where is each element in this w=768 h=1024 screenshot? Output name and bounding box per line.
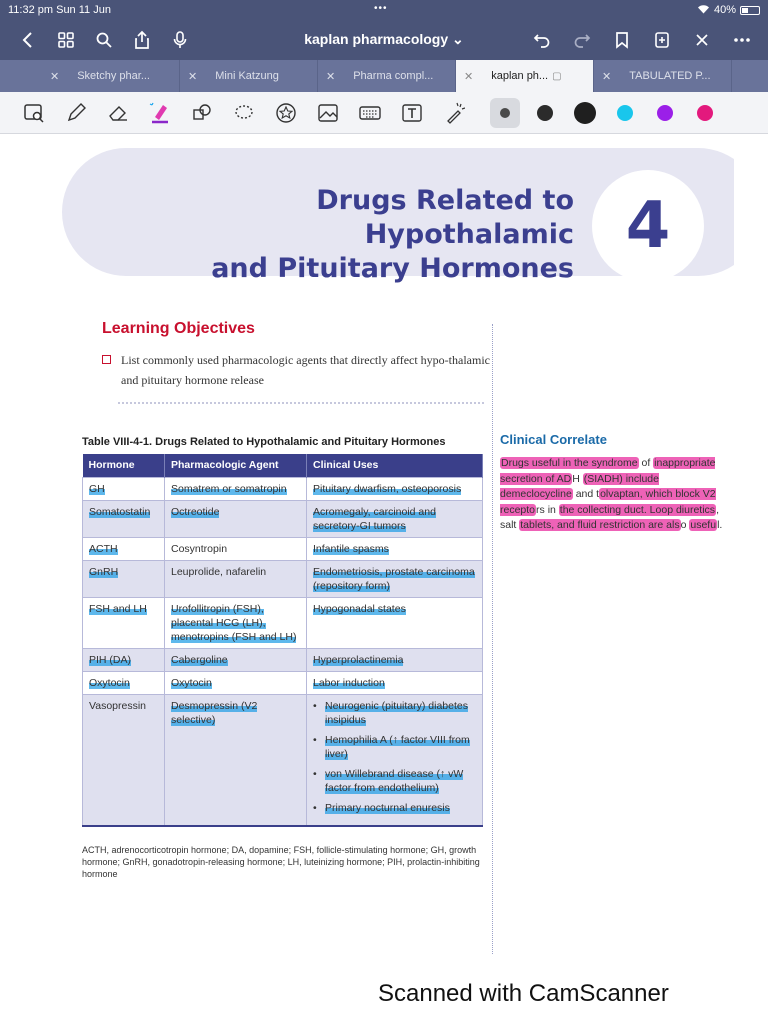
tab-pharma-compl[interactable] xyxy=(318,60,456,92)
color-palette xyxy=(490,98,720,128)
list-item: • Hemophilia A (↑ factor VIII from liver) xyxy=(313,733,476,761)
shapes-icon[interactable] xyxy=(188,99,216,127)
tab-label: kaplan ph... xyxy=(491,70,549,82)
learning-objective-item: List commonly used pharmacologic agents that directly affect hypo-thalamic and pituitary hormone release xyxy=(102,350,492,390)
redo-icon[interactable] xyxy=(568,26,596,54)
status-right xyxy=(697,4,760,17)
color-swatch[interactable] xyxy=(530,98,560,128)
eraser-icon[interactable] xyxy=(104,99,132,127)
uses-cell: Hypogonadal states xyxy=(307,597,483,648)
tab-close-icon[interactable]: ✕ xyxy=(50,70,60,83)
agent-cell: Desmopressin (V2 selective) xyxy=(165,694,307,826)
color-dot xyxy=(574,102,596,124)
color-dot xyxy=(500,108,510,118)
tab-label: TABULATED P... xyxy=(629,70,711,82)
pen-icon[interactable] xyxy=(62,99,90,127)
table-row xyxy=(83,500,483,537)
checkbox-icon xyxy=(102,355,111,364)
tab-label: Sketchy phar... xyxy=(77,70,150,82)
agent-cell: Oxytocin xyxy=(165,671,307,694)
text-segment: o xyxy=(680,519,690,531)
table-row xyxy=(83,477,483,500)
hormone-cell: PIH (DA) xyxy=(83,648,165,671)
share-icon[interactable] xyxy=(128,26,156,54)
table-row xyxy=(83,560,483,597)
tab-close-icon[interactable]: ✕ xyxy=(464,70,474,83)
tab-close-icon[interactable]: ✕ xyxy=(602,70,612,83)
add-page-icon[interactable] xyxy=(648,26,676,54)
text-segment: H xyxy=(572,472,583,485)
color-dot xyxy=(617,105,633,121)
learning-objectives-heading: Learning Objectives xyxy=(102,320,255,337)
uses-cell: Hyperprolactinemia xyxy=(307,648,483,671)
table-caption: Table VIII-4-1. Drugs Related to Hypothalamic and Pituitary Hormones xyxy=(82,436,446,448)
hormone-cell: GH xyxy=(83,477,165,500)
hormone-cell: Somatostatin xyxy=(83,500,165,537)
microphone-icon[interactable] xyxy=(166,26,194,54)
table-row xyxy=(83,694,483,826)
drawing-toolbar xyxy=(0,92,768,134)
battery-icon xyxy=(740,6,760,15)
highlighter-icon[interactable] xyxy=(146,99,174,127)
text-segment: l. xyxy=(717,519,723,531)
highlighted-text: inappropriate secretion of AD xyxy=(500,457,716,485)
table-row xyxy=(83,671,483,694)
search-icon[interactable] xyxy=(90,26,118,54)
text-segment: , salt xyxy=(500,503,719,531)
highlighted-text: olvaptan, which block V2 recepto xyxy=(500,488,716,516)
hormone-cell: ACTH xyxy=(83,537,165,560)
hormone-cell: FSH and LH xyxy=(83,597,165,648)
close-icon[interactable] xyxy=(688,26,716,54)
tab-close-icon[interactable]: ✕ xyxy=(188,70,198,83)
tab-label: Pharma compl... xyxy=(353,70,434,82)
uses-cell: Pituitary dwarfism, osteoporosis xyxy=(307,477,483,500)
tab-label: Mini Katzung xyxy=(215,70,279,82)
highlighted-text: the collecting duct. Loop diuretics xyxy=(559,503,716,516)
app-toolbar xyxy=(0,20,768,60)
hormone-drug-table xyxy=(82,454,483,827)
column-header: Clinical Uses xyxy=(307,454,483,477)
column-divider xyxy=(492,324,493,954)
color-dot xyxy=(657,105,673,121)
tab-kaplan-pharm[interactable] xyxy=(456,60,594,92)
list-item: • Neurogenic (pituitary) diabetes insipidus xyxy=(313,699,476,727)
color-dot xyxy=(537,105,553,121)
highlighted-text: (SIADH) include demeclocycline xyxy=(500,472,659,500)
highlighted-text: usefu xyxy=(690,519,717,531)
uses-cell xyxy=(307,694,483,826)
hormone-cell: GnRH xyxy=(83,560,165,597)
text-segment: of xyxy=(638,457,654,469)
clinical-correlate-text xyxy=(500,456,730,534)
color-swatch[interactable] xyxy=(610,98,640,128)
tab-mini-katzung[interactable] xyxy=(180,60,318,92)
table-row xyxy=(83,537,483,560)
dotted-divider xyxy=(118,402,484,404)
document-title-button[interactable]: kaplan pharmacology ⌄ xyxy=(304,31,464,47)
uses-cell: Labor induction xyxy=(307,671,483,694)
document-page[interactable] xyxy=(38,134,734,960)
chapter-number: 4 xyxy=(592,170,704,282)
highlighted-text: tablets, and fluid restriction are als xyxy=(520,519,680,531)
color-swatch[interactable] xyxy=(650,98,680,128)
agent-cell: Cosyntropin xyxy=(165,537,307,560)
tab-tabulated[interactable] xyxy=(594,60,732,92)
document-tabs xyxy=(0,60,768,92)
status-bar xyxy=(0,0,768,20)
text-box-icon[interactable] xyxy=(398,99,426,127)
chapter-title: Drugs Related to Hypothalamic and Pituitary Hormones xyxy=(211,185,574,284)
laser-pointer-icon[interactable] xyxy=(440,99,468,127)
chevron-down-icon: ⌄ xyxy=(452,31,464,47)
lasso-icon[interactable] xyxy=(230,99,258,127)
uses-list xyxy=(313,699,476,815)
agent-cell: Leuprolide, nafarelin xyxy=(165,560,307,597)
wifi-icon xyxy=(697,4,710,17)
keyboard-icon[interactable] xyxy=(356,99,384,127)
agent-cell: Octreotide xyxy=(165,500,307,537)
table-footnote: ACTH, adrenocorticotropin hormone; DA, dopamine; FSH, follicle-stimulating hormone; GH, growth hormone; GnRH, gonadotropin-releasing hormone; LH, luteinizing hormone; PIH, prolactin-inhibiting hormone xyxy=(82,845,480,879)
multitasking-dots[interactable]: ••• xyxy=(374,3,388,14)
agent-cell: Cabergoline xyxy=(165,648,307,671)
split-view-icon[interactable]: ▢ xyxy=(552,70,562,82)
text-segment: and t xyxy=(572,488,600,500)
table-row xyxy=(83,597,483,648)
table-header-row xyxy=(83,454,483,477)
status-time-date: 11:32 pm Sun 11 Jun xyxy=(8,4,111,16)
color-swatch[interactable] xyxy=(570,98,600,128)
table-row xyxy=(83,648,483,671)
grid-icon[interactable] xyxy=(52,26,80,54)
sticker-icon[interactable] xyxy=(272,99,300,127)
camscanner-watermark: Scanned with CamScanner xyxy=(378,980,669,1007)
text-segment: rs in xyxy=(536,503,559,516)
more-icon[interactable] xyxy=(728,26,756,54)
back-icon[interactable] xyxy=(14,26,42,54)
battery-percent: 40% xyxy=(713,4,736,16)
list-item: • von Willebrand disease (↑ vW factor from endothelium) xyxy=(313,767,476,795)
undo-icon[interactable] xyxy=(528,26,556,54)
agent-cell: Somatrem or somatropin xyxy=(165,477,307,500)
uses-cell: Acromegaly, carcinoid and secretory-GI tumors xyxy=(307,500,483,537)
agent-cell: Urofollitropin (FSH), placental HCG (LH), menotropins (FSH and LH) xyxy=(165,597,307,648)
image-icon[interactable] xyxy=(314,99,342,127)
highlighted-text: Drugs useful in the syndrome xyxy=(501,457,638,469)
zoom-window-icon[interactable] xyxy=(20,99,48,127)
clinical-correlate-heading: Clinical Correlate xyxy=(500,432,607,447)
bookmark-icon[interactable] xyxy=(608,26,636,54)
tab-sketchy-pharm[interactable] xyxy=(42,60,180,92)
color-swatch-selected[interactable] xyxy=(490,98,520,128)
hormone-cell: Oxytocin xyxy=(83,671,165,694)
uses-cell: Endometriosis, prostate carcinoma (repository form) xyxy=(307,560,483,597)
column-header: Pharmacologic Agent xyxy=(165,454,307,477)
color-dot xyxy=(697,105,713,121)
color-swatch[interactable] xyxy=(690,98,720,128)
column-header: Hormone xyxy=(83,454,165,477)
list-item: • Primary nocturnal enuresis xyxy=(313,801,476,815)
uses-cell: Infantile spasms xyxy=(307,537,483,560)
hormone-cell: Vasopressin xyxy=(83,694,165,826)
tab-close-icon[interactable]: ✕ xyxy=(326,70,336,83)
